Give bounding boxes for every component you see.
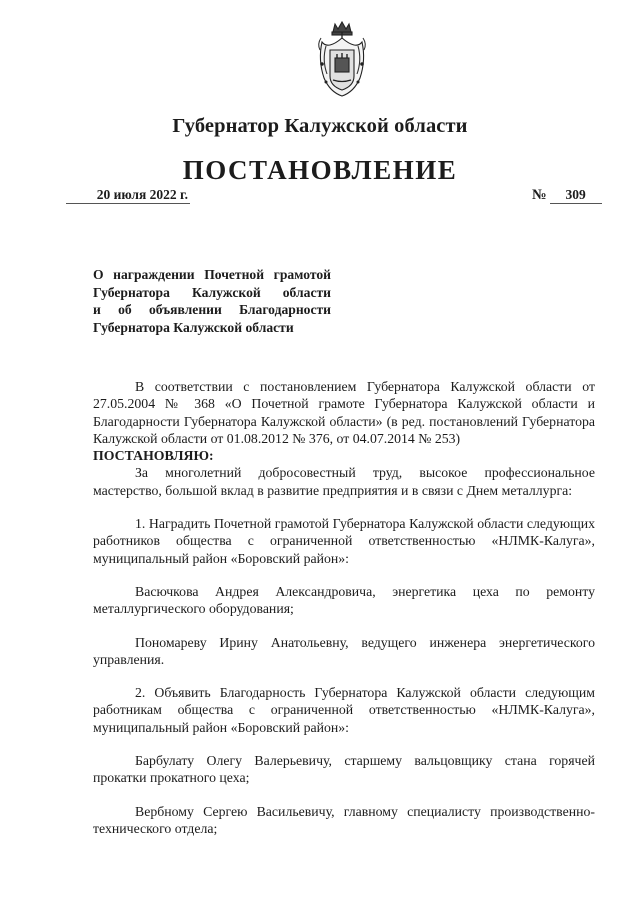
kaluga-coat-of-arms-icon [316, 20, 368, 98]
awardee-3: Барбулату Олегу Валерьевичу, старшему вальцовщику стана горячей прокатки прокатного цеха; [93, 753, 595, 786]
authority-title: Губернатор Калужской области [172, 115, 468, 137]
document-subject [93, 266, 331, 336]
item-1-paragraph: 1. Наградить Почетной грамотой Губернатора Калужской области следующих работников общества с ограниченной ответственностью «НЛМК-Калуга», муниципальный район «Боровский район»: [93, 516, 595, 566]
item-2-paragraph: 2. Объявить Благодарность Губернатора Калужской области следующим работникам общества с ограниченной ответственностью «НЛМК-Калуга», муниципальный район «Боровский район»: [93, 685, 595, 735]
subject-line: Губернатора Калужской области [93, 284, 331, 300]
document-date: 20 июля 2022 г. [66, 186, 190, 204]
resolve-heading: ПОСТАНОВЛЯЮ: [93, 448, 214, 464]
number-value: 309 [550, 186, 602, 204]
subject-line: и об объявлении Благодарности [93, 302, 331, 317]
reason-paragraph: За многолетний добросовестный труд, высокое профессиональное мастерство, большой вклад в развитие предприятия и в связи с Днем металлурга: [93, 465, 595, 498]
document-number [532, 186, 602, 204]
subject-line: Губернатора Калужской области [93, 319, 294, 335]
document-type: ПОСТАНОВЛЕНИЕ [182, 155, 458, 185]
number-label: № [532, 187, 547, 203]
preamble-paragraph: В соответствии с постановлением Губернатора Калужской области от 27.05.2004 № 368 «О Почетной грамоте Губернатора Калужской области и Благодарности Губернатора Калужской области» (в ред. постановлений Губернатора Калужской области от 01.08.2012 № 376, от 04.07.2014 № 253) [93, 379, 595, 446]
subject-line: О награждении Почетной грамотой [93, 267, 331, 282]
awardee-1: Васючкова Андрея Александровича, энергетика цеха по ремонту металлургического оборудования; [93, 583, 595, 617]
awardee-2: Пономареву Ирину Анатольевну, ведущего инженера энергетического управления. [93, 634, 595, 667]
awardee-4: Вербному Сергею Васильевичу, главному специалисту производственно-технического отдела; [93, 803, 595, 836]
document-body [93, 378, 595, 837]
